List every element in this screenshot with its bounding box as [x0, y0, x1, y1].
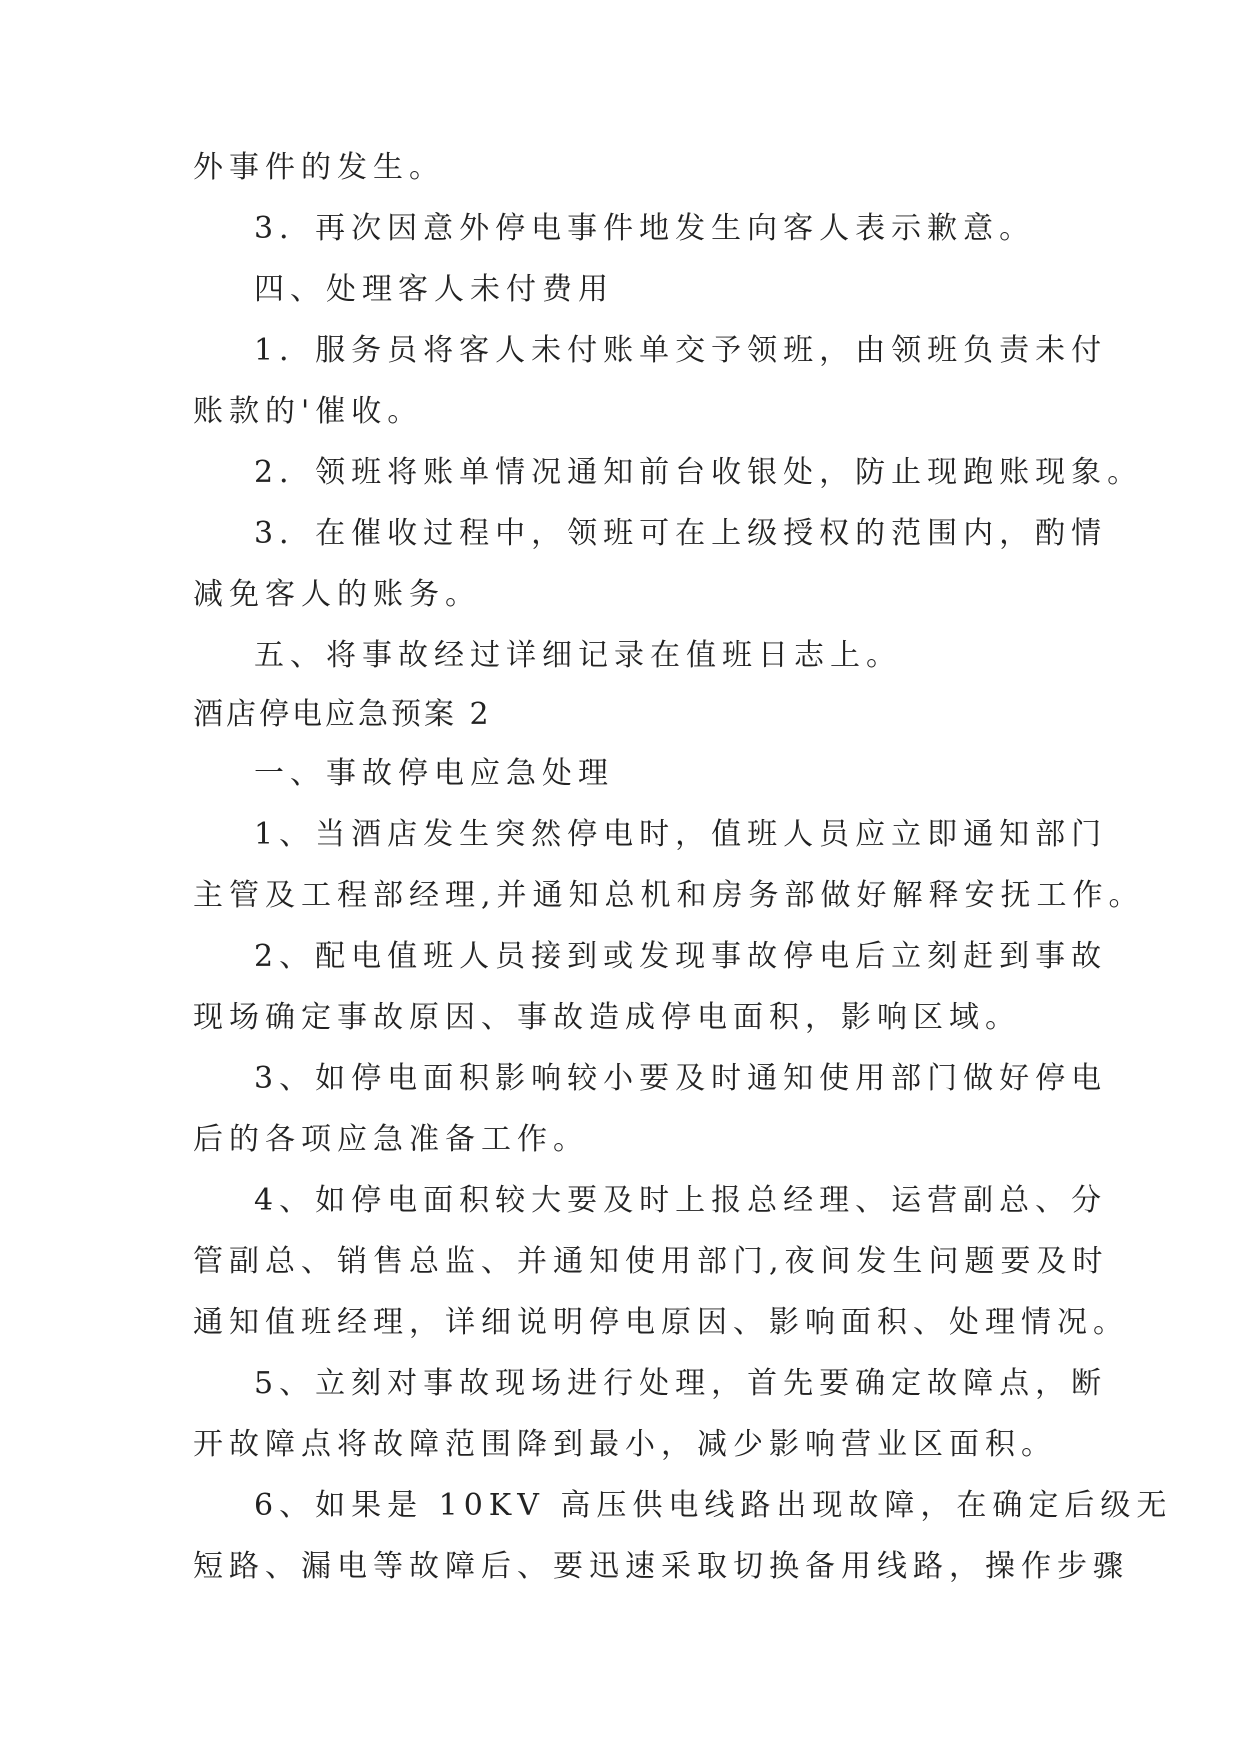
text-line: 3、如停电面积影响较小要及时通知使用部门做好停电: [254, 1061, 1108, 1096]
text-line: 现场确定事故原因、事故造成停电面积，影响区域。: [193, 1000, 1021, 1035]
text-line: 2．领班将账单情况通知前台收银处，防止现跑账现象。: [254, 455, 1144, 490]
document-title: 酒店停电应急预案 2: [193, 697, 492, 732]
text-line: 管副总、销售总监、并通知使用部门,夜间发生问题要及时: [193, 1244, 1109, 1279]
text-line: 通知值班经理，详细说明停电原因、影响面积、处理情况。: [193, 1305, 1129, 1340]
text-line: 主管及工程部经理,并通知总机和房务部做好解释安抚工作。: [193, 878, 1145, 913]
text-line: 外事件的发生。: [193, 150, 445, 185]
text-line: 短路、漏电等故障后、要迅速采取切换备用线路，操作步骤: [193, 1549, 1129, 1584]
text-line: 5、立刻对事故现场进行处理，首先要确定故障点，断: [254, 1366, 1108, 1401]
text-line: 3．再次因意外停电事件地发生向客人表示歉意。: [254, 211, 1036, 246]
text-line: 3．在催收过程中，领班可在上级授权的范围内，酌情: [254, 516, 1108, 551]
text-line: 后的各项应急准备工作。: [193, 1122, 589, 1157]
text-line: 1、当酒店发生突然停电时，值班人员应立即通知部门: [254, 817, 1108, 852]
text-line: 开故障点将故障范围降到最小，减少影响营业区面积。: [193, 1427, 1057, 1462]
text-line: 6、如果是 10KV 高压供电线路出现故障，在确定后级无: [254, 1488, 1173, 1523]
section-heading: 五、将事故经过详细记录在值班日志上。: [254, 638, 902, 673]
text-line: 4、如停电面积较大要及时上报总经理、运营副总、分: [254, 1183, 1108, 1218]
text-line: 账款的'催收。: [193, 394, 424, 429]
section-heading: 四、处理客人未付费用: [254, 272, 614, 307]
text-line: 减免客人的账务。: [193, 577, 481, 612]
text-line: 1．服务员将客人未付账单交予领班，由领班负责未付: [254, 333, 1108, 368]
text-line: 2、配电值班人员接到或发现事故停电后立刻赶到事故: [254, 939, 1108, 974]
section-heading: 一、事故停电应急处理: [254, 756, 614, 791]
